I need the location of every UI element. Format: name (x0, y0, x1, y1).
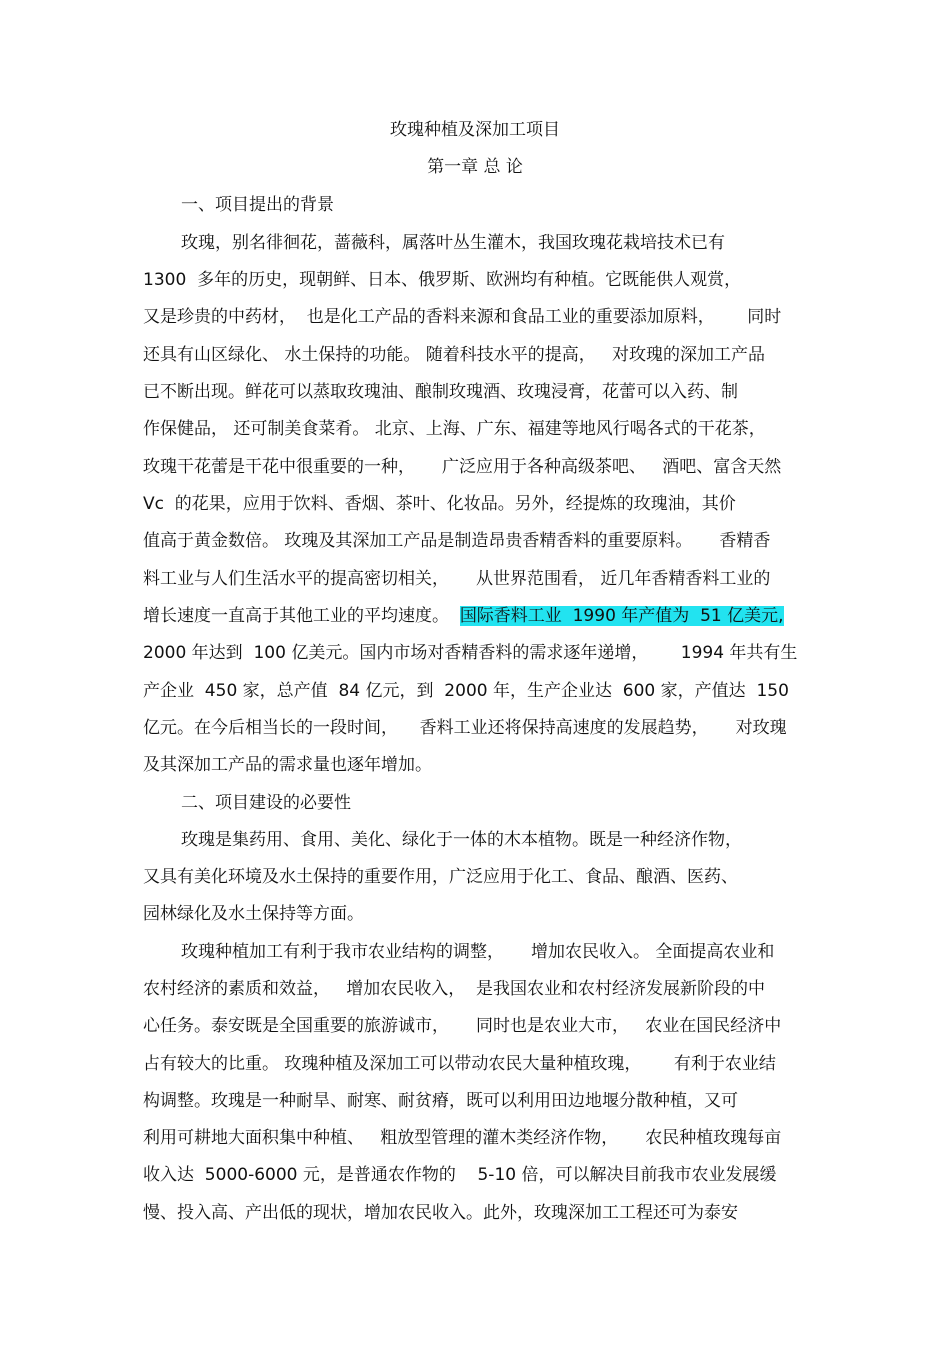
highlighted-text: 国际香料工业 1990 年产值为 51 亿美元, (459, 606, 784, 626)
text-line-prefix: 增长速度一直高于其他工业的平均速度。 (143, 606, 460, 626)
text-line: 2000 年达到 100 亿美元。国内市场对香精香料的需求逐年递增， 1994 年共有生 (143, 643, 798, 663)
text-line: 料工业与人们生活水平的提高密切相关， 从世界范围看， 近几年香精香料工业的 (143, 569, 771, 589)
text-line-with-highlight (143, 604, 784, 628)
text-line: 作保健品， 还可制美食菜肴。 北京、上海、广东、福建等地风行喝各式的干花茶， (143, 419, 766, 439)
text-line: 利用可耕地大面积集中种植、 粗放型管理的灌木类经济作物， 农民种植玫瑰每亩 (143, 1128, 782, 1148)
text-line: 占有较大的比重。 玫瑰种植及深加工可以带动农民大量种植玫瑰， 有利于农业结 (143, 1054, 776, 1074)
text-line: 玫瑰种植加工有利于我市农业结构的调整， 增加农民收入。 全面提高农业和 (181, 942, 775, 962)
text-line: 园林绿化及水土保持等方面。 (143, 904, 364, 924)
text-line: 又具有美化环境及水土保持的重要作用，广泛应用于化工、食品、酿酒、医药、 (143, 867, 738, 887)
text-line: 值高于黄金数倍。 玫瑰及其深加工产品是制造昂贵香精香料的重要原料。 香精香 (143, 531, 771, 551)
text-line: 玫瑰干花蕾是干花中很重要的一种， 广泛应用于各种高级茶吧、 酒吧、富含天然 (143, 457, 782, 477)
chapter-heading: 第一章 总 论 (427, 157, 523, 177)
section1-heading: 一、项目提出的背景 (181, 195, 334, 215)
text-line: 玫瑰是集药用、食用、美化、绿化于一体的木本植物。既是一种经济作物， (181, 830, 742, 850)
text-line: 及其深加工产品的需求量也逐年增加。 (143, 755, 432, 775)
text-line: Vc 的花果，应用于饮料、香烟、茶叶、化妆品。另外，经提炼的玫瑰油，其价 (143, 494, 736, 514)
text-line: 慢、投入高、产出低的现状，增加农民收入。此外，玫瑰深加工工程还可为泰安 (143, 1203, 738, 1223)
text-line: 心任务。泰安既是全国重要的旅游诚市， 同时也是农业大市， 农业在国民经济中 (143, 1016, 782, 1036)
text-line: 产企业 450 家，总产值 84 亿元，到 2000 年，生产企业达 600 家，产值达 150 (143, 681, 789, 701)
text-line: 已不断出现。鲜花可以蒸取玫瑰油、酿制玫瑰酒、玫瑰浸膏，花蕾可以入药、制 (143, 382, 738, 402)
text-line: 还具有山区绿化、 水土保持的功能。 随着科技水平的提高， 对玫瑰的深加工产品 (143, 345, 766, 365)
text-line: 1300 多年的历史，现朝鲜、日本、俄罗斯、欧洲均有种植。它既能供人观赏， (143, 270, 742, 290)
document-title: 玫瑰种植及深加工项目 (390, 120, 560, 140)
text-line: 农村经济的素质和效益， 增加农民收入， 是我国农业和农村经济发展新阶段的中 (143, 979, 766, 999)
text-line: 构调整。玫瑰是一种耐旱、耐寒、耐贫瘠，既可以利用田边地堰分散种植，又可 (143, 1091, 738, 1111)
text-line: 亿元。在今后相当长的一段时间， 香料工业还将保持高速度的发展趋势， 对玫瑰 (143, 718, 787, 738)
text-line: 收入达 5000-6000 元，是普通农作物的 5-10 倍，可以解决目前我市农业发展缓 (143, 1165, 777, 1185)
text-line: 又是珍贵的中药材， 也是化工产品的香料来源和食品工业的重要添加原料， 同时 (143, 307, 782, 327)
section2-heading: 二、项目建设的必要性 (181, 793, 351, 813)
text-line: 玫瑰，别名徘徊花，蔷薇科，属落叶丛生灌木，我国玫瑰花栽培技术已有 (181, 233, 725, 253)
